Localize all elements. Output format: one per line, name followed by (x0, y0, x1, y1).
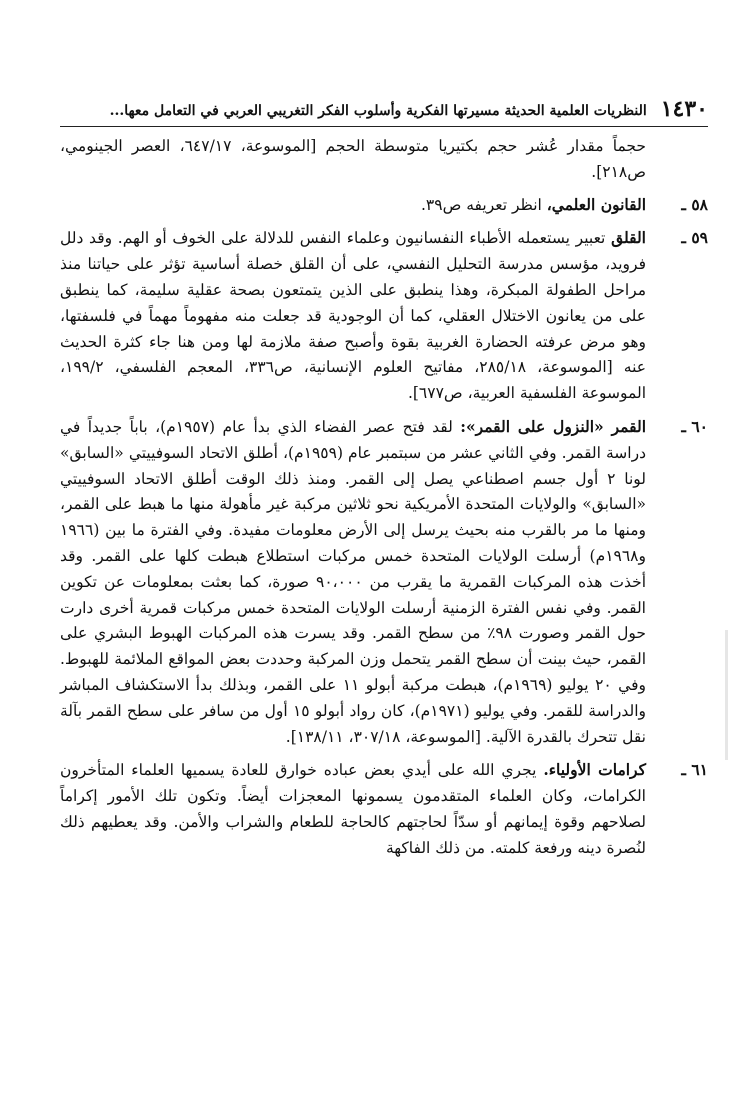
entry-body (60, 192, 646, 219)
entry-58 (60, 192, 708, 219)
entry-number: ٦٠ ـ (681, 416, 708, 436)
entry-number: ٥٨ ـ (681, 194, 708, 214)
continuation-paragraph: حجماً مقدار عُشر حجم بكتيريا متوسطة الحجم [الموسوعة، ٦٤٧/١٧، العصر الجينومي، ص٢١٨]. (60, 137, 647, 181)
entry-text: يجري الله على أيدي بعض عباده خوارق للعادة يسميها العلماء المتأخرون الكرامات، وكان العلماء المتقدمون يسمونها المعجزات أيضاً. وتكون تلك الأمور إكراماً لصلاحهم وقوة إيمانهم أو سدّاً لحاجتهم كالحاجة للطعام والشراب والأمن. وقد يعطيهم ذلك لنُصرة دينه ورفعة كلمته. من ذلك الفاكهة (60, 761, 646, 857)
entry-number: ٥٩ ـ (681, 228, 708, 248)
entry-body (60, 757, 646, 861)
entry-text: انظر تعريفه ص٣٩. (420, 195, 547, 214)
entry-61 (60, 757, 708, 861)
entry-term: القمر «النزول على القمر»: (460, 416, 646, 436)
entry-59 (60, 225, 708, 407)
header-rule (60, 126, 708, 127)
entry-body (60, 414, 646, 750)
entry-text: تعبير يستعمله الأطباء النفسانيون وعلماء النفس للدلالة على الخوف أو الهم. وقد دلل فرويد، مؤسس مدرسة التحليل النفسي، على أن القلق خصلة أساسية تؤثر على حياتنا منذ مراحل الطفولة المبكرة، وهذا ينطبق على الذين يتمتعون بصحة عقلية سليمة، كما ينطبق على من يعانون الاختلال العقلي، كما أن الوجودية قد جعلت منه مفهوماً مهماً في فلسفتها، وهو مرض عرفته الحضارة الغربية بقوة وأصبح صفة ملازمة لها ومن هنا جاء كثرة الحديث عنه [الموسوعة، ٢٨٥/١٨، مفاتيح العلوم الإنسانية، ص٣٣٦، المعجم الفلسفي، ١٩٩/٢، الموسوعة الفلسفية العربية، ص٦٧٧]. (60, 229, 646, 403)
entry-body (60, 225, 646, 407)
entry-term: القانون العلمي، (546, 194, 646, 214)
scan-edge-mark (725, 630, 728, 760)
page-body (60, 134, 708, 869)
entry-60 (60, 414, 708, 750)
entry-text: لقد فتح عصر الفضاء الذي بدأ عام (١٩٥٧م)، باباً جديداً في دراسة القمر. وفي الثاني عشر من سبتمبر عام (١٩٥٩م)، أطلق الاتحاد السوفييتي «السابق» لونا ٢ أول جسم اصطناعي يصل إلى القمر. ومنذ ذلك الوقت أطلق الاتحاد السوفييتي «السابق» والولايات المتحدة الأمريكية نحو ثلاثين مركبة غير مأهولة منها ما هبط على القمر، ومنها ما مر بالقرب منه بحيث يرسل إلى الأرض معلومات مفيدة. وفي الفترة ما بين (١٩٦٦ و١٩٦٨م) أرسلت الولايات المتحدة خمس مركبات استطلاع هبطت كلها على القمر. وقد أخذت هذه المركبات القمرية ما يقرب من ٩٠،٠٠٠ صورة، كما بعثت بمعلومات عن تكوين القمر. وفي نفس الفترة الزمنية أرسلت الولايات المتحدة خمس مركبات قمرية أخرى دارت حول القمر وصورت ٩٨٪ من سطح القمر. وقد يسرت هذه المركبات الهبوط البشري على القمر، حيث بينت أن سطح القمر يتحمل وزن المركبة وحددت بعض المواقع الملائمة للهبوط. وفي ٢٠ يوليو (١٩٦٩م)، هبطت مركبة أبولو ١١ على القمر، وبذلك بدأ الاستكشاف المباشر والدراسة للقمر. وفي يوليو (١٩٧١م)، كان رواد أبولو ١٥ أول من سافر على سطح القمر بآلة نقل تتحرك بالقدرة الآلية. [الموسوعة، ٣٠٧/١٨، ١٣٨/١١]. (60, 417, 647, 746)
entry-term: كرامات الأولياء. (543, 760, 646, 780)
page-header (60, 84, 708, 120)
entry-number: ٦١ ـ (681, 760, 708, 780)
entry-term: القلق (611, 228, 646, 248)
running-title: النظريات العلمية الحديثة مسيرتها الفكرية وأسلوب الفكر التغريبي العربي في التعامل معها... (109, 103, 647, 120)
page-number: ١٤٣٠ (660, 96, 708, 122)
